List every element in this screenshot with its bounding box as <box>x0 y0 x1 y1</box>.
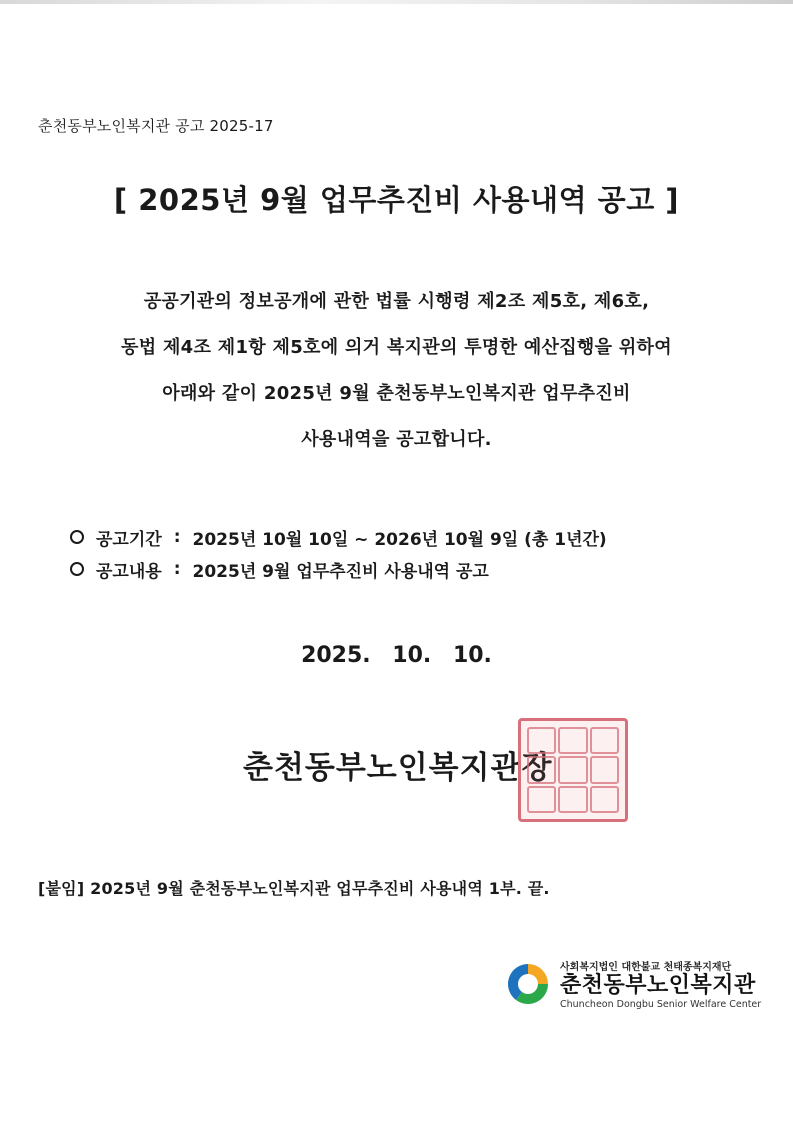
logo-foundation-text: 사회복지법인 대한불교 천태종복지재단 <box>560 962 732 973</box>
logo-english-text: Chuncheon Dongbu Senior Welfare Center <box>560 999 762 1010</box>
detail-label: 공고기간 <box>96 529 162 550</box>
detail-content <box>70 553 607 585</box>
document-title: [ 2025년 9월 업무추진비 사용내역 공고 ] <box>113 183 680 217</box>
organization-logo <box>504 958 761 1010</box>
document-date: 2025. 10. 10. <box>301 643 492 668</box>
detail-value: 2025년 10월 10일 ~ 2026년 10월 9일 (총 1년간) <box>192 529 607 550</box>
detail-label: 공고내용 <box>96 561 162 582</box>
circle-bullet-icon <box>70 562 84 576</box>
detail-period <box>70 521 607 553</box>
body-line: 공공기관의 정보공개에 관한 법률 시행령 제2조 제5호, 제6호, <box>143 291 650 312</box>
circle-bullet-icon <box>70 530 84 544</box>
detail-colon: : <box>173 559 181 579</box>
notice-body <box>0 290 793 474</box>
body-line: 동법 제4조 제1항 제5호에 의거 복지관의 투명한 예산집행을 위하여 <box>121 337 672 358</box>
detail-colon: : <box>173 527 181 547</box>
body-line: 사용내역을 공고합니다. <box>301 429 492 450</box>
notice-number: 춘천동부노인복지관 공고 2025-17 <box>38 117 274 135</box>
notice-details <box>70 521 607 585</box>
official-seal-icon <box>518 718 628 822</box>
scan-edge <box>0 0 793 4</box>
attachment-note: [붙임] 2025년 9월 춘천동부노인복지관 업무추진비 사용내역 1부. 끝. <box>38 879 550 898</box>
body-line: 아래와 같이 2025년 9월 춘천동부노인복지관 업무추진비 <box>162 383 631 404</box>
issuer-name: 춘천동부노인복지관장 <box>243 750 553 786</box>
logo-name-text: 춘천동부노인복지관 <box>560 973 756 998</box>
detail-value: 2025년 9월 업무추진비 사용내역 공고 <box>192 561 489 582</box>
welfare-center-logo-icon <box>504 960 552 1008</box>
